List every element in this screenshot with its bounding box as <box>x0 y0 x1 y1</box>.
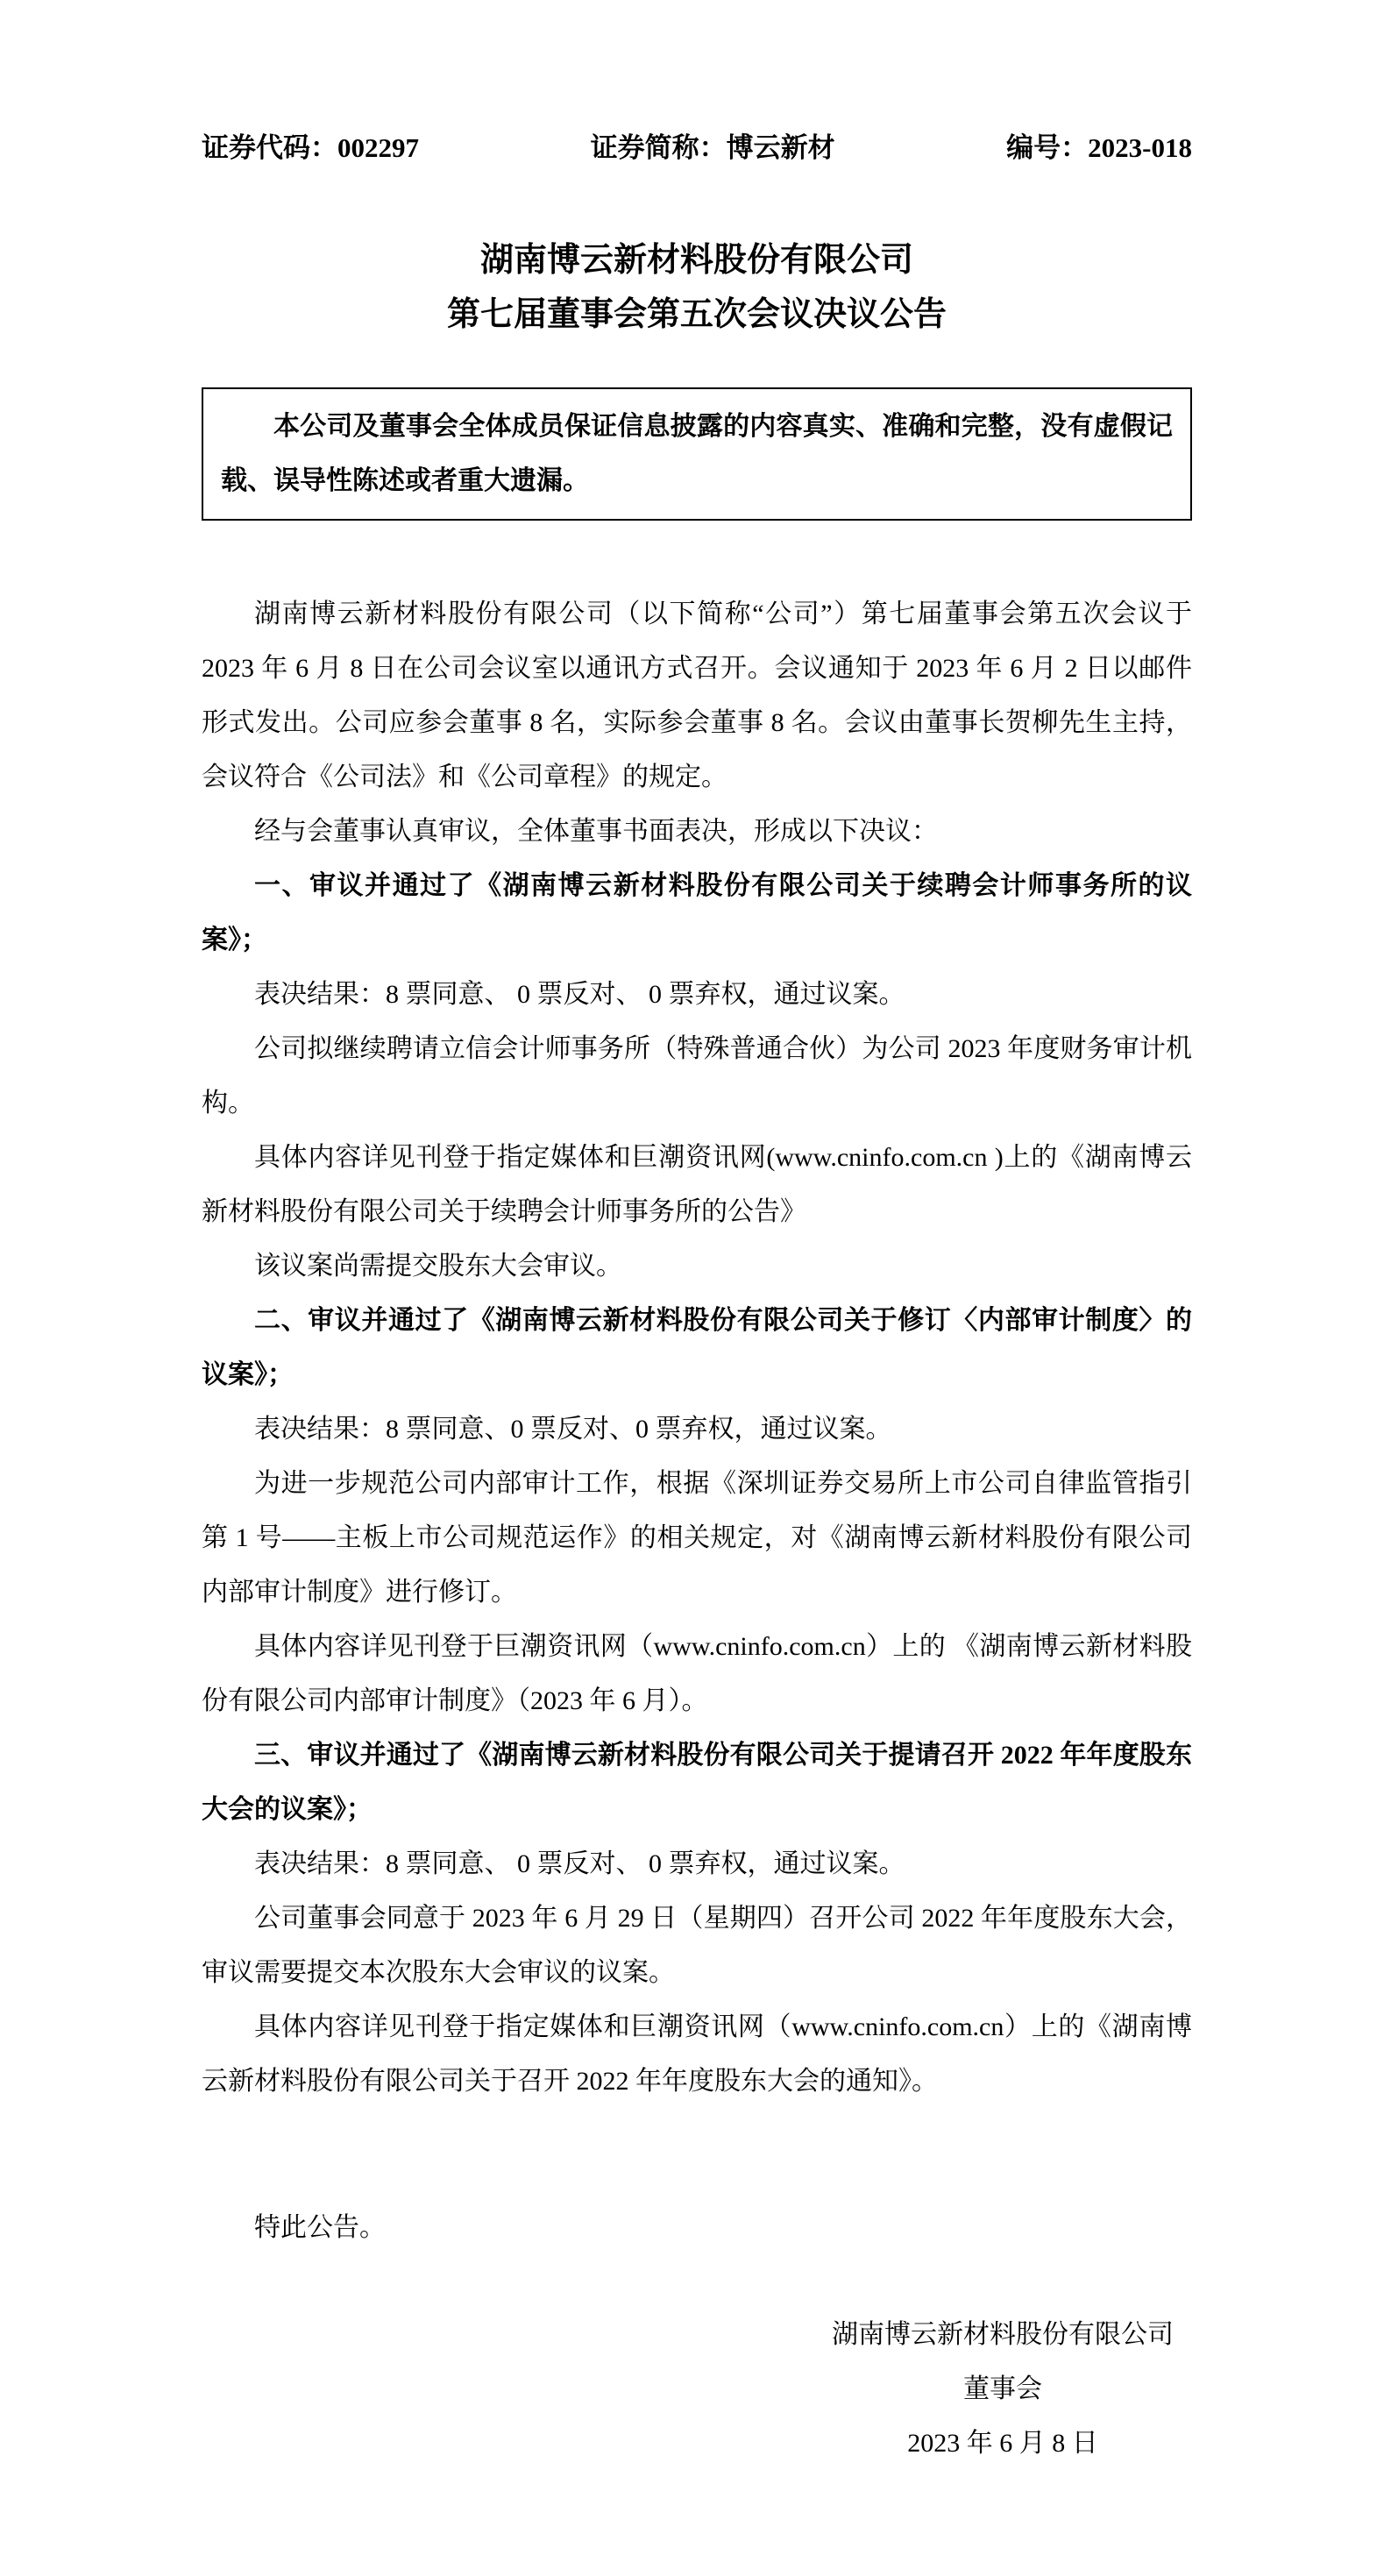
document-body <box>202 587 1192 2255</box>
company-title: 湖南博云新材料股份有限公司 <box>479 242 913 279</box>
resolution-1-reference: 具体内容详见刊登于指定媒体和巨潮资讯网(www.cninfo.com.cn )上的《湖南博云新材料股份有限公司关于续聘会计师事务所的公告》 <box>202 1143 1192 1226</box>
resolution-1-note: 该议案尚需提交股东大会审议。 <box>254 1252 622 1281</box>
paragraph-meeting-info: 湖南博云新材料股份有限公司（以下简称“公司”）第七届董事会第五次会议于 2023 年 6 月 8 日在公司会议室以通讯方式召开。会议通知于 2023 年 6 月 2 日以邮件形式发出。公司应参会董事 8 名，实际参会董事 8 名。会议由董事长贺柳先生主持，会议符合《公司法》和《公司章程》的规定。 <box>202 600 1192 791</box>
resolution-2-reference: 具体内容详见刊登于巨潮资讯网（www.cninfo.com.cn）上的 《湖南博云新材料股份有限公司内部审计制度》（2023 年 6 月）。 <box>202 1632 1192 1715</box>
stock-name-label: 证券简称：博云新材 <box>590 132 835 163</box>
meeting-title: 第七届董事会第五次会议决议公告 <box>446 296 947 333</box>
resolution-3-heading: 三、审议并通过了《湖南博云新材料股份有限公司关于提请召开 2022 年年度股东大会的议案》； <box>202 1741 1192 1824</box>
disclaimer-text: 本公司及董事会全体成员保证信息披露的内容真实、准确和完整，没有虚假记载、误导性陈述或者重大遗漏。 <box>221 412 1173 495</box>
paragraph-resolution-intro: 经与会董事认真审议，全体董事书面表决，形成以下决议： <box>254 817 938 846</box>
resolution-3-detail: 公司董事会同意于 2023 年 6 月 29 日（星期四）召开公司 2022 年年度股东大会，审议需要提交本次股东大会审议的议案。 <box>202 1904 1192 1987</box>
resolution-1-detail: 公司拟继续聘请立信会计师事务所（特殊普通合伙）为公司 2023 年度财务审计机构。 <box>202 1034 1192 1118</box>
resolution-2-heading: 二、审议并通过了《湖南博云新材料股份有限公司关于修订〈内部审计制度〉的议案》； <box>202 1306 1192 1389</box>
signature-block <box>202 2308 1192 2471</box>
signature-company: 湖南博云新材料股份有限公司 <box>832 2320 1174 2349</box>
doc-number-label: 编号：2023-018 <box>1006 132 1192 163</box>
disclaimer-box <box>202 387 1192 521</box>
resolution-2-detail: 为进一步规范公司内部审计工作，根据《深圳证券交易所上市公司自律监管指引第 1 号——主板上市公司规范运作》的相关规定，对《湖南博云新材料股份有限公司内部审计制度》进行修订。 <box>202 1469 1192 1607</box>
closing-statement: 特此公告。 <box>254 2213 386 2242</box>
resolution-3-reference: 具体内容详见刊登于指定媒体和巨潮资讯网（www.cninfo.com.cn）上的《湖南博云新材料股份有限公司关于召开 2022 年年度股东大会的通知》。 <box>202 2012 1192 2096</box>
signature-board: 董事会 <box>963 2374 1042 2403</box>
resolution-1-vote-result: 表决结果：8 票同意、 0 票反对、 0 票弃权，通过议案。 <box>254 980 905 1009</box>
stock-code-label: 证券代码：002297 <box>202 132 419 163</box>
signature-date: 2023 年 6 月 8 日 <box>907 2429 1098 2458</box>
signature-inner <box>813 2308 1192 2471</box>
resolution-2-vote-result: 表决结果：8 票同意、0 票反对、0 票弃权，通过议案。 <box>254 1415 892 1444</box>
doc-header <box>202 131 1192 165</box>
resolution-1-heading: 一、审议并通过了《湖南博云新材料股份有限公司关于续聘会计师事务所的议案》； <box>202 871 1192 954</box>
resolution-3-vote-result: 表决结果：8 票同意、 0 票反对、 0 票弃权，通过议案。 <box>254 1849 905 1878</box>
